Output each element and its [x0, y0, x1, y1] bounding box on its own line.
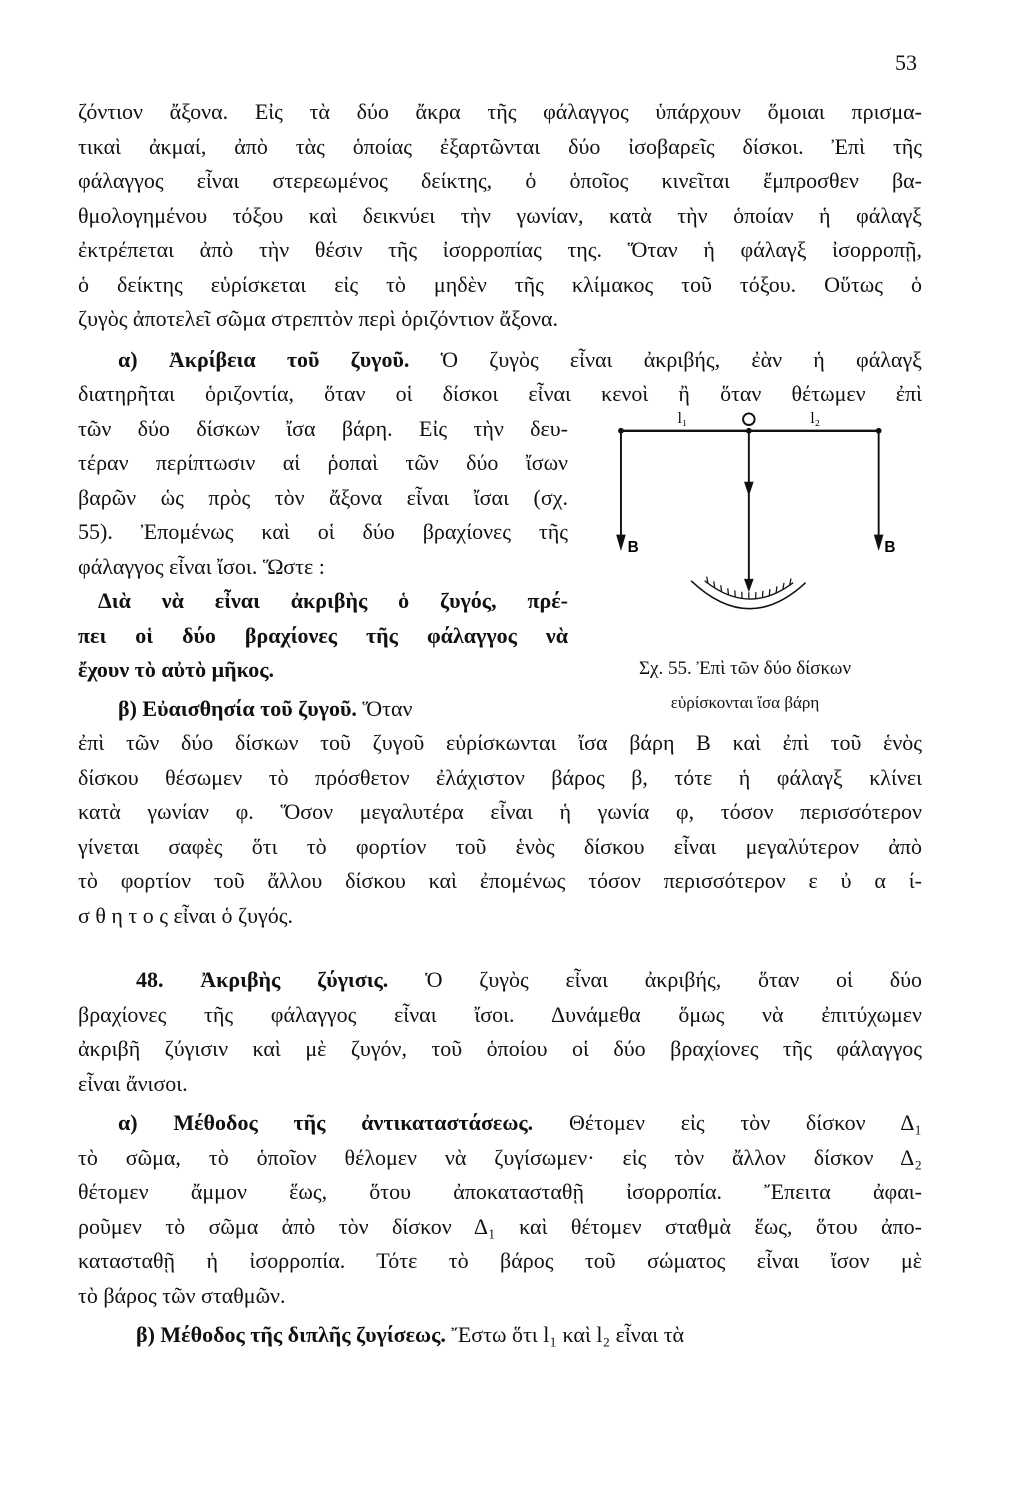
figure-caption-line-1: Σχ. 55. Ἐπὶ τῶν δύο δίσκων	[638, 658, 852, 679]
line-text: Ὁ ζυγὸς εἶναι ἀκριβής, ὅταν οἱ δύο	[388, 967, 922, 992]
text-line	[78, 1069, 922, 1099]
line-text: βαρῶν ὡς πρὸς τὸν ἄξονα εἶναι ἴσαι (σχ.	[78, 485, 568, 510]
figure-caption-line-2: εὑρίσκονται ἴσα βάρη	[670, 693, 820, 712]
bold-heading: πει οἱ δύο βραχίονες τῆς φάλαγγος νὰ	[78, 623, 568, 648]
text-line	[78, 517, 568, 547]
text-line	[78, 1212, 922, 1242]
text-line	[78, 832, 922, 862]
line-text: τικαὶ ἀκμαί, ἀπὸ τὰς ὁποίας ἐξαρτῶνται δύο ἰσοβαρεῖς δίσκοι. Ἐπὶ τῆς	[78, 134, 922, 159]
text-line	[78, 414, 568, 444]
scale-tick	[728, 588, 729, 595]
line-text: ἐκτρέπεται ἀπὸ τὴν θέσιν τῆς ἰσορροπίας της. Ὅταν ἡ φάλαγξ ἰσορροπῇ,	[78, 237, 922, 262]
scale-tick	[721, 585, 722, 592]
text-line	[98, 586, 568, 616]
line-text: Θέτομεν εἰς τὸν δίσκον Δ₁	[533, 1110, 923, 1135]
text-line	[78, 1177, 922, 1207]
page-number: 53	[895, 50, 917, 75]
right-arrowhead	[874, 535, 884, 551]
line-text: ροῦμεν τὸ σῶμα ἀπὸ τὸν δίσκον Δ₁ καὶ θέτομεν σταθμὰ ἕως, ὅτου ἀπο-	[78, 1214, 922, 1239]
text-line	[136, 1320, 922, 1350]
line-text: θμολογημένου τόξου καὶ δεικνύει τὴν γωνίαν, κατὰ τὴν ὁποίαν ἡ φάλαγξ	[78, 203, 922, 228]
pivot-circle	[743, 413, 755, 425]
line-text: ζυγὸς ἀποτελεῖ σῶμα στρεπτὸν περὶ ὁριζόντιον ἄξονα.	[78, 306, 559, 331]
line-text: κατὰ γωνίαν φ. Ὅσον μεγαλυτέρα εἶναι ἡ γωνία φ, τόσον περισσότερον	[78, 799, 922, 824]
line-text: φάλαγγος εἶναι στερεωμένος δείκτης, ὁ ὁποῖος κινεῖται ἔμπροσθεν βα-	[78, 168, 922, 193]
line-text: τὸ βάρος τῶν σταθμῶν.	[78, 1283, 286, 1308]
label-weight-right: B	[884, 538, 896, 556]
bold-heading: 48. Ἀκριβὴς ζύγισις.	[136, 967, 389, 992]
bold-heading: β) Μέθοδος τῆς διπλῆς ζυγίσεως.	[136, 1322, 446, 1347]
pointer-mid-arrowhead	[744, 482, 754, 496]
line-text: τὸ φορτίον τοῦ ἄλλου δίσκου καὶ ἐπομένως τόσον περισσότερον ε ὐ α ί-	[78, 868, 922, 893]
text-line	[118, 345, 922, 375]
text-line	[78, 166, 922, 196]
text-line	[78, 552, 568, 582]
line-text: φάλαγγος εἶναι ἴσοι. Ὥστε :	[78, 554, 325, 579]
line-text: Ἔστω ὅτι l₁ καὶ l₂ εἶναι τὰ	[445, 1322, 685, 1347]
text-line	[78, 1000, 922, 1030]
text-line	[78, 132, 922, 162]
line-text: Ὅταν	[356, 696, 413, 721]
line-text: σ θ η τ ο ς εἶναι ὁ ζυγός.	[78, 903, 293, 928]
line-text: γίνεται σαφὲς ὅτι τὸ φορτίον τοῦ ἑνὸς δίσκου εἶναι μεγαλύτερον ἀπὸ	[78, 834, 922, 859]
text-line	[78, 728, 922, 758]
pointer-tip-arrowhead	[744, 579, 754, 592]
line-text: ἐπὶ τῶν δύο δίσκων τοῦ ζυγοῦ εὑρίσκωνται ἴσα βάρη Β καὶ ἐπὶ τοῦ ἑνὸς	[78, 730, 922, 755]
text-line	[118, 1108, 922, 1138]
scale-tick	[769, 589, 770, 596]
bold-heading: Διὰ νὰ εἶναι ἀκριβὴς ὁ ζυγός, πρέ-	[98, 588, 568, 613]
text-line	[78, 901, 922, 931]
text-line	[78, 97, 922, 127]
text-line	[78, 655, 568, 685]
bold-heading: α) Ἀκρίβεια τοῦ ζυγοῦ.	[118, 347, 410, 372]
bold-heading: α) Μέθοδος τῆς ἀντικαταστάσεως.	[118, 1110, 534, 1135]
label-l1: l₁	[677, 410, 688, 428]
text-line	[78, 1143, 922, 1173]
line-text: βραχίονες τῆς φάλαγγος εἶναι ἴσοι. Δυνάμεθα ὅμως νὰ ἐπιτύχωμεν	[78, 1002, 922, 1027]
text-line	[78, 1034, 922, 1064]
text-line	[78, 763, 922, 793]
line-text: κατασταθῇ ἡ ἰσορροπία. Τότε τὸ βάρος τοῦ σώματος εἶναι ἴσον μὲ	[78, 1248, 922, 1273]
line-text: 55). Ἐπομένως καὶ οἱ δύο βραχίονες τῆς	[78, 519, 568, 544]
text-line	[78, 866, 922, 896]
text-line	[78, 448, 568, 478]
scale-tick	[776, 586, 777, 593]
figure-55-balance-diagram	[580, 400, 910, 650]
line-text: θέτομεν ἄμμον ἕως, ὅτου ἀποκατασταθῇ ἰσορροπία. Ἔπειτα ἀφαι-	[78, 1179, 922, 1204]
line-text: τὸ σῶμα, τὸ ὁποῖον θέλομεν νὰ ζυγίσωμεν· εἰς τὸν ἄλλον δίσκον Δ₂	[78, 1145, 922, 1170]
text-line	[78, 483, 568, 513]
text-line	[118, 694, 568, 724]
text-line	[78, 201, 922, 231]
label-l2: l₂	[810, 410, 821, 428]
bold-heading: β) Εὐαισθησία τοῦ ζυγοῦ.	[118, 696, 357, 721]
line-text: τῶν δύο δίσκων ἴσα βάρη. Εἰς τὴν δευ-	[78, 416, 568, 441]
text-line	[78, 797, 922, 827]
line-text: εἶναι ἄνισοι.	[78, 1071, 188, 1096]
line-text: τέραν περίπτωσιν αἱ ῥοπαὶ τῶν δύο ἴσων	[78, 450, 568, 475]
text-line	[78, 1281, 922, 1311]
text-line	[78, 621, 568, 651]
text-line	[78, 304, 922, 334]
text-line	[78, 270, 922, 300]
left-arrowhead	[616, 535, 626, 551]
line-text: ὁ δείκτης εὑρίσκεται εἰς τὸ μηδὲν τῆς κλίμακος τοῦ τόξου. Οὕτως ὁ	[78, 272, 922, 297]
line-text: ζόντιον ἄξονα. Εἰς τὰ δύο ἄκρα τῆς φάλαγγος ὑπάρχουν ὅμοιαι πρισμα-	[78, 99, 922, 124]
text-line	[78, 235, 922, 265]
line-text: διατηρῆται ὁριζοντία, ὅταν οἱ δίσκοι εἶναι κενοὶ ἢ ὅταν θέτωμεν ἐπὶ	[78, 381, 922, 406]
line-text: Ὁ ζυγὸς εἶναι ἀκριβής, ἐὰν ἡ φάλαγξ	[409, 347, 922, 372]
text-line	[136, 965, 922, 995]
label-weight-left: B	[627, 538, 639, 556]
line-text: ἀκριβῆ ζύγισιν καὶ μὲ ζυγόν, τοῦ ὁποίου οἱ δύο βραχίονες τῆς φάλαγγος	[78, 1036, 922, 1061]
text-line	[78, 1246, 922, 1276]
line-text: δίσκου θέσωμεν τὸ πρόσθετον ἐλάχιστον βάρος β, τότε ἡ φάλαγξ κλίνει	[78, 765, 922, 790]
bold-heading: ἔχουν τὸ αὐτὸ μῆκος.	[78, 657, 274, 682]
